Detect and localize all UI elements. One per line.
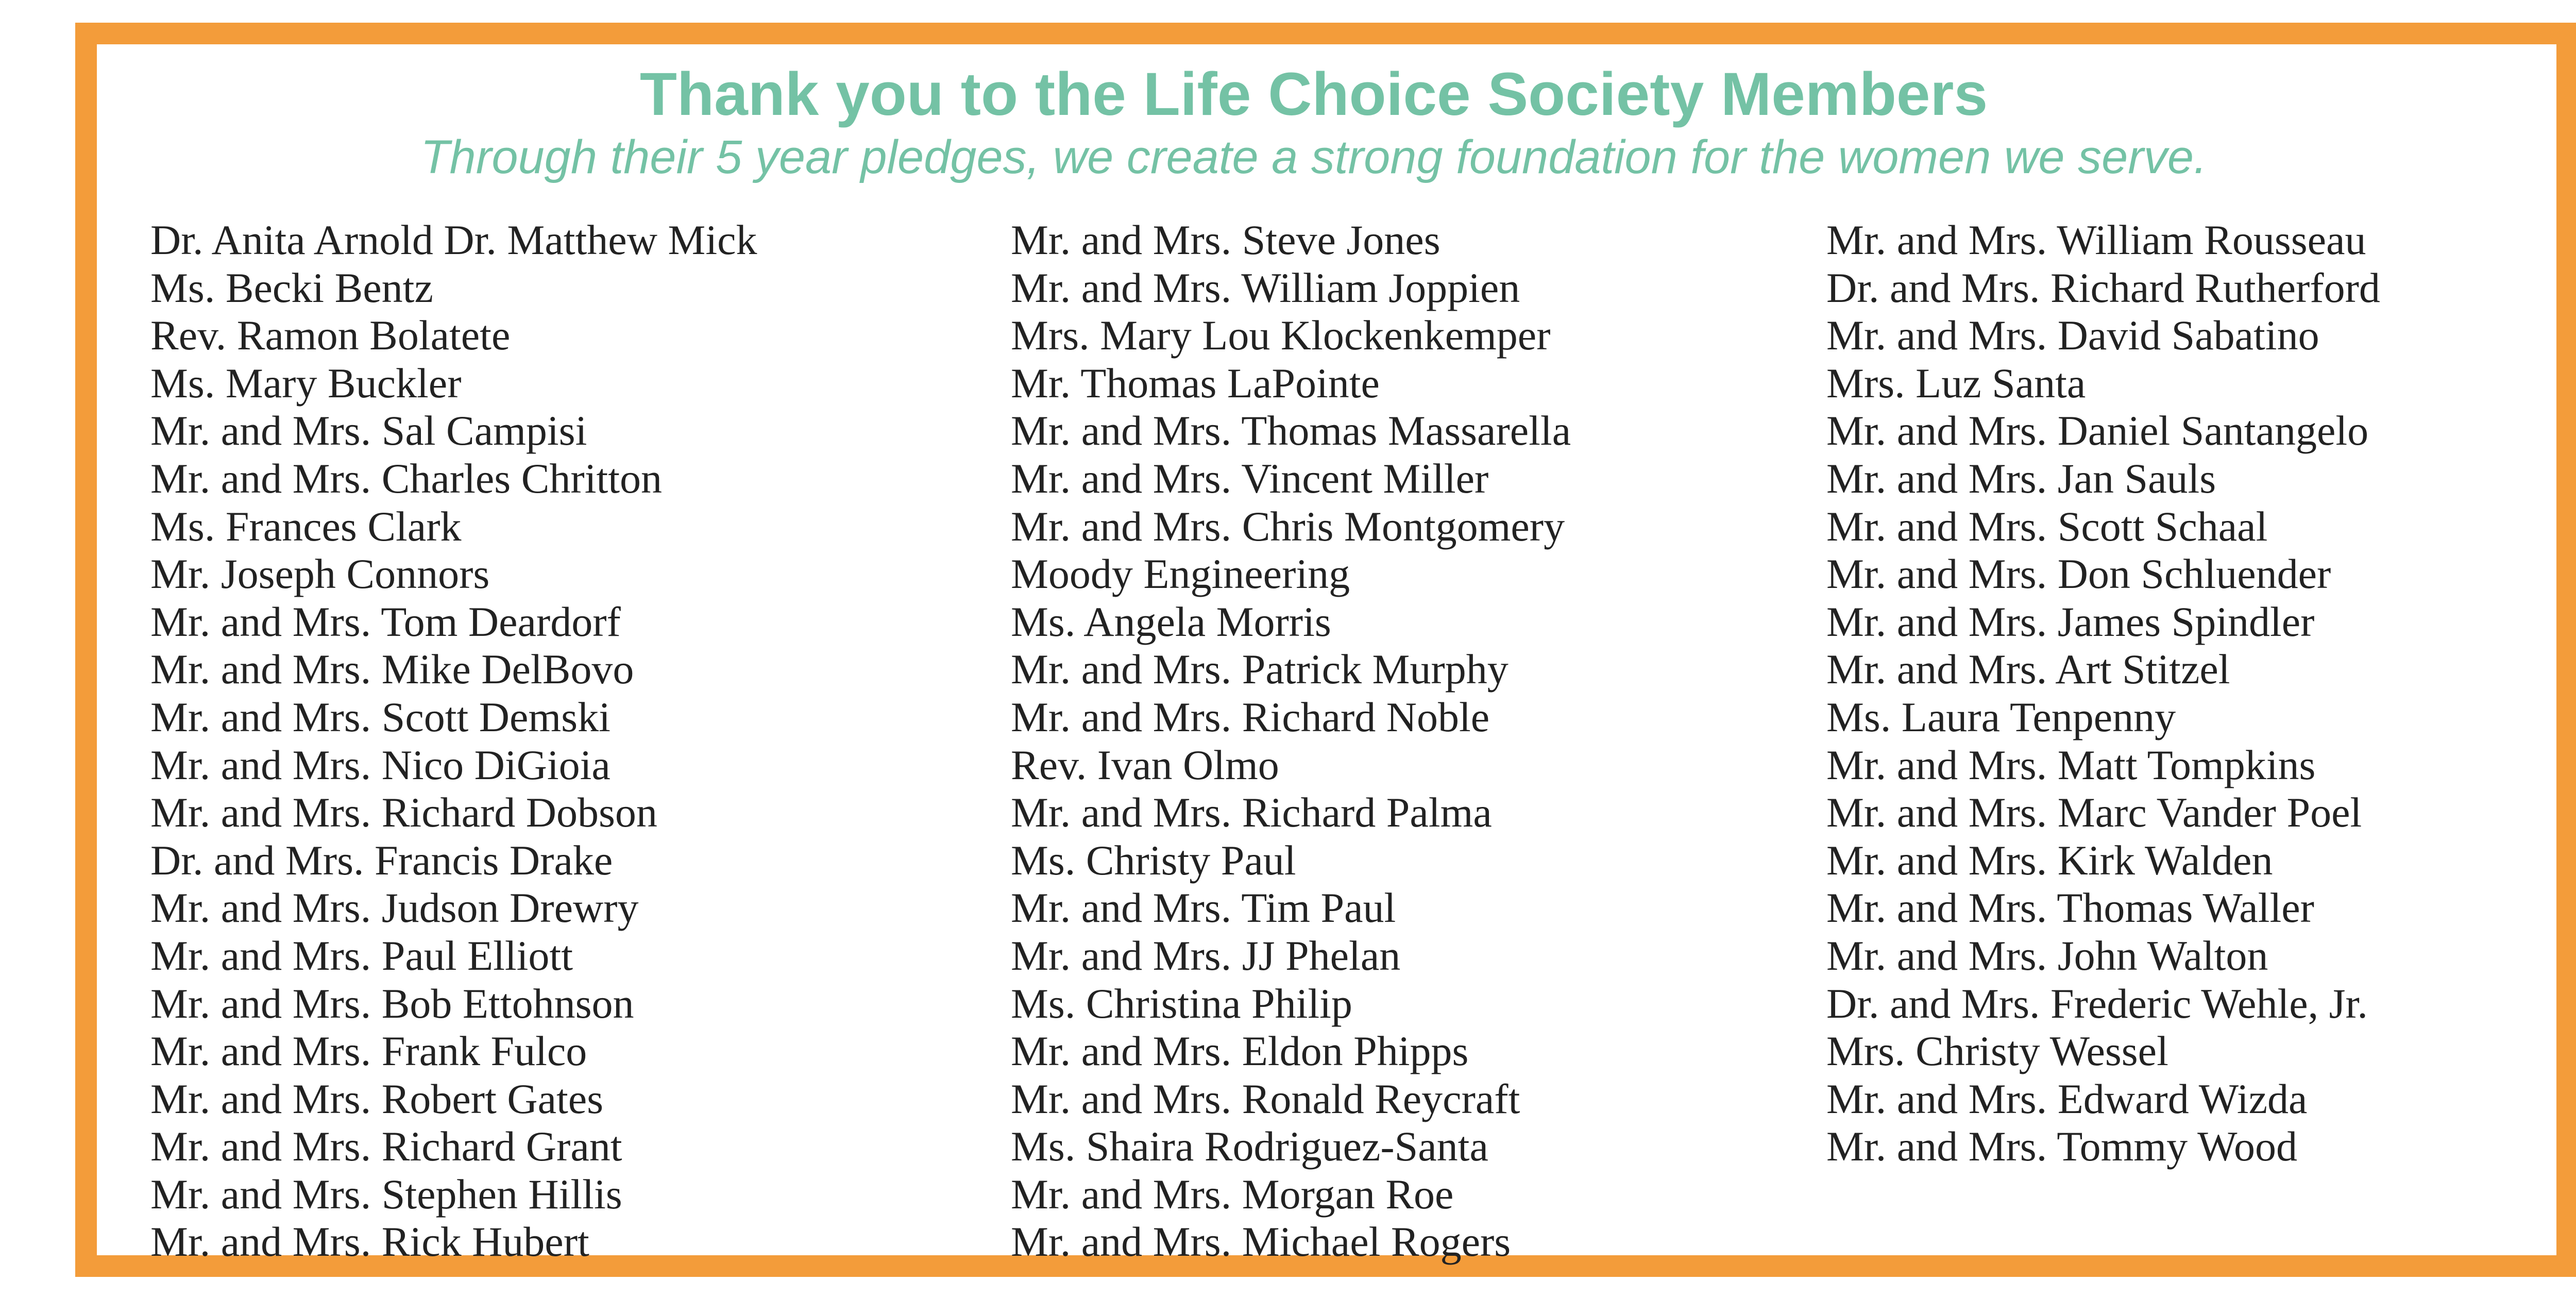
- member-name: Mr. and Mrs. Sal Campisi: [150, 407, 587, 454]
- member-name: Mr. and Mrs. Mike DelBovo: [150, 646, 634, 693]
- member-name: Mr. and Mrs. Edward Wizda: [1826, 1075, 2308, 1122]
- member-name: Mr. and Mrs. Ronald Reycraft: [1011, 1075, 1520, 1122]
- member-name: Mr. and Mrs. Paul Elliott: [150, 932, 573, 979]
- member-name: Ms. Christy Paul: [1011, 836, 1296, 884]
- member-name: Mrs. Mary Lou Klockenkemper: [1011, 312, 1551, 359]
- member-name: Mr. and Mrs. John Walton: [1826, 932, 2268, 979]
- member-name: Ms. Shaira Rodriguez-Santa: [1011, 1123, 1488, 1170]
- member-name: Ms. Laura Tenpenny: [1826, 693, 2176, 740]
- member-name: Dr. and Mrs. Francis Drake: [150, 836, 613, 884]
- member-name: Mr. and Mrs. Don Schluender: [1826, 550, 2331, 598]
- member-name: Mr. and Mrs. Charles Chritton: [150, 454, 663, 502]
- member-column-1: [150, 216, 757, 1266]
- member-name: Ms. Christina Philip: [1011, 980, 1352, 1027]
- member-name: Mr. and Mrs. Tommy Wood: [1826, 1123, 2298, 1170]
- member-name: Mr. and Mrs. Bob Ettohnson: [150, 980, 634, 1027]
- member-name: Ms. Mary Buckler: [150, 359, 462, 407]
- member-name: Mr. and Mrs. Daniel Santangelo: [1826, 407, 2369, 454]
- member-name: Mr. and Mrs. William Joppien: [1011, 264, 1520, 311]
- member-name: Mr. and Mrs. William Rousseau: [1826, 216, 2366, 263]
- member-name: Mr. and Mrs. Michael Rogers: [1011, 1218, 1511, 1266]
- member-name: Mr. and Mrs. Tim Paul: [1011, 884, 1396, 932]
- member-name: Mr. and Mrs. Judson Drewry: [150, 884, 639, 932]
- member-name: Dr. Anita Arnold Dr. Matthew Mick: [150, 216, 757, 263]
- member-column-2: [1011, 216, 1571, 1266]
- member-name: Mr. and Mrs. Rick Hubert: [150, 1218, 589, 1266]
- member-column-3: [1826, 216, 2380, 1171]
- member-name: Moody Engineering: [1011, 550, 1350, 598]
- member-name: Mr. and Mrs. Scott Demski: [150, 693, 611, 740]
- member-name: Dr. and Mrs. Frederic Wehle, Jr.: [1826, 980, 2368, 1027]
- member-name: Mr. and Mrs. Richard Noble: [1011, 693, 1490, 740]
- member-name: Rev. Ivan Olmo: [1011, 741, 1279, 788]
- member-name: Mr. and Mrs. Chris Montgomery: [1011, 502, 1565, 550]
- member-name: Mr. and Mrs. Morgan Roe: [1011, 1170, 1454, 1218]
- member-name: Mr. and Mrs. James Spindler: [1826, 598, 2315, 645]
- member-name: Mr. and Mrs. Steve Jones: [1011, 216, 1440, 263]
- member-name: Mr. and Mrs. Thomas Massarella: [1011, 407, 1571, 454]
- member-name: Mr. and Mrs. Richard Grant: [150, 1123, 622, 1170]
- member-name: Mr. Thomas LaPointe: [1011, 359, 1380, 407]
- member-name: Mr. and Mrs. Jan Sauls: [1826, 454, 2216, 502]
- member-name: Mr. and Mrs. Vincent Miller: [1011, 454, 1489, 502]
- member-name: Mrs. Christy Wessel: [1826, 1027, 2168, 1075]
- member-name: Mr. and Mrs. Matt Tompkins: [1826, 741, 2316, 788]
- member-name: Mr. Joseph Connors: [150, 550, 490, 598]
- member-name: Rev. Ramon Bolatete: [150, 312, 511, 359]
- member-name: Mr. and Mrs. JJ Phelan: [1011, 932, 1401, 979]
- member-name: Mr. and Mrs. Marc Vander Poel: [1826, 789, 2362, 836]
- member-name: Mr. and Mrs. David Sabatino: [1826, 312, 2319, 359]
- member-name: Mr. and Mrs. Richard Palma: [1011, 789, 1492, 836]
- member-name: Ms. Frances Clark: [150, 502, 462, 550]
- member-name: Mr. and Mrs. Thomas Waller: [1826, 884, 2314, 932]
- member-name: Mr. and Mrs. Kirk Walden: [1826, 836, 2273, 884]
- member-name: Mr. and Mrs. Nico DiGioia: [150, 741, 611, 788]
- member-name: Mrs. Luz Santa: [1826, 359, 2086, 407]
- member-name: Ms. Angela Morris: [1011, 598, 1331, 645]
- page-subtitle: Through their 5 year pledges, we create a strong foundation for the women we serve.: [420, 131, 2207, 183]
- page-title: Thank you to the Life Choice Society Members: [639, 60, 1988, 128]
- member-name: Mr. and Mrs. Eldon Phipps: [1011, 1027, 1469, 1075]
- member-name: Dr. and Mrs. Richard Rutherford: [1826, 264, 2380, 311]
- member-name: Mr. and Mrs. Tom Deardorf: [150, 598, 621, 645]
- member-name: Ms. Becki Bentz: [150, 264, 433, 311]
- member-name: Mr. and Mrs. Stephen Hillis: [150, 1170, 622, 1218]
- member-name: Mr. and Mrs. Scott Schaal: [1826, 502, 2268, 550]
- member-name: Mr. and Mrs. Robert Gates: [150, 1075, 604, 1122]
- member-name: Mr. and Mrs. Art Stitzel: [1826, 646, 2230, 693]
- member-name: Mr. and Mrs. Patrick Murphy: [1011, 646, 1509, 693]
- member-name: Mr. and Mrs. Richard Dobson: [150, 789, 657, 836]
- member-name: Mr. and Mrs. Frank Fulco: [150, 1027, 587, 1075]
